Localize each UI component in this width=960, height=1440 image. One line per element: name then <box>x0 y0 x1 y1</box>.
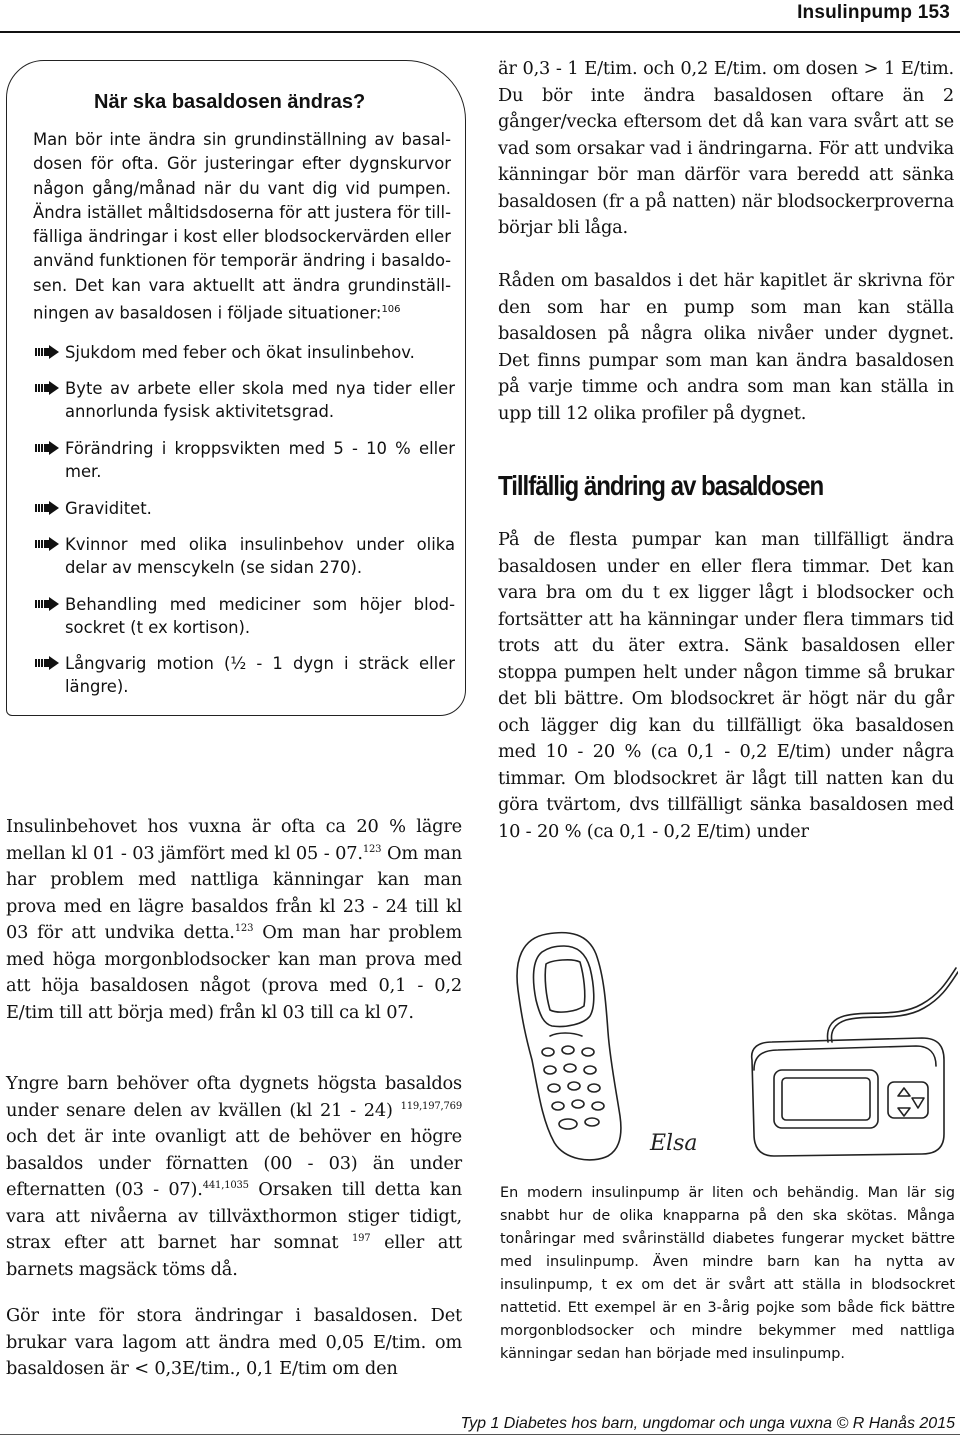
bullet-text: Byte av arbete eller skola med nya tider eller annorlunda fysisk aktivitetsgrad. <box>65 379 455 421</box>
running-header-title: Insulinpump 153 <box>797 2 950 23</box>
arrow-bullet-icon <box>35 381 59 395</box>
box-bullet <box>35 437 455 483</box>
reference-superscript: 123 <box>362 843 382 855</box>
left-paragraph-3: Gör inte för stora ändringar i basaldosen. Det brukar vara lagom att ändra med 0,05 E/tim. om basaldosen är < 0,3E/tim., 0,1 E/tim om den <box>6 1305 462 1379</box>
right-paragraph-3: På de flesta pumpar kan man tillfälligt ändra basaldosen under en eller flera timmar. Det kan vara bra om du t ex ligger lågt i blodsocker och fortsätter att ha känningar under flera timmars tid trots att du äter extra. Sänk basaldosen eller stoppa pumpen helt under någon timme så brukar det bli bättre. Om blodsockret är högt när du går och lägger dig kan du tillfälligt öka basaldosen med 10 - 20 % (ca 0,1 - 0,2 E/tim) under några timmar. Om blodsockret är lågt till natten kan du göra tvärtom, dvs tillfälligt sänka basaldosen med 10 - 20 % (ca 0,1 - 0,2 E/tim) under <box>498 529 954 842</box>
bullet-text: Kvinnor med olika insulinbehov under olika delar av menscykeln (se sidan 270). <box>65 535 455 577</box>
bullet-text: Långvarig motion (½ - 1 dygn i sträck eller längre). <box>65 654 455 696</box>
text-run: eller att barnets magsäck töms då. <box>6 1232 462 1280</box>
page-footer: Typ 1 Diabetes hos barn, ungdomar och unga vuxna © R Hanås 2015 <box>460 1415 955 1432</box>
left-paragraph-2 <box>6 1071 462 1283</box>
arrow-bullet-icon <box>35 501 59 515</box>
arrow-bullet-icon <box>35 597 59 611</box>
reference-superscript: 441,1035 <box>202 1180 249 1191</box>
box-bullet <box>35 497 455 520</box>
box-intro-ref: 106 <box>381 304 401 316</box>
phone-and-insulin-pump-drawing <box>492 920 958 1168</box>
right-paragraph-2: Råden om basaldos i det här kapitlet är skrivna för den som har en pump som man kan ställa basaldosen på några olika nivåer under dygnet. Det finns pumpar som man kan ändra basaldosen på varje timme och andra som man kan ställa in upp till 12 olika profiler på dygnet. <box>498 270 954 424</box>
text-run: Om man har problem med nattliga känningar kan man prova med en lägre basaldos från kl 23 - 24 till kl 03 för att undvika detta. <box>6 842 462 943</box>
box-intro-text: Man bör inte ändra sin grundinställning av basaldosen för ofta. Gör justeringar efter dygnskurvor någon gång/månad när du vant dig vid pumpen. Ändra istället måltidsdoserna för att justera för tillfälliga ändringar i kost eller blodsockervärden eller använd funktionen för temporär ändring i basaldosen. Det kan vara aktuellt att ändra grundinställningen av basaldosen i följade situationer: <box>33 130 451 323</box>
arrow-bullet-icon <box>35 345 59 359</box>
box-bullet <box>35 341 455 364</box>
box-bullet <box>35 377 455 423</box>
text-run: Om man har problem med höga morgonblodsocker kan man prova med att höja basaldosen något (prova med 0,1 - 0,2 E/tim till att börja med) från kl 03 till ca kl 07. <box>6 922 462 1023</box>
arrow-bullet-icon <box>35 441 59 455</box>
page-header <box>0 0 960 30</box>
box-intro <box>33 128 451 326</box>
reference-superscript: 123 <box>234 923 254 934</box>
insulin-pump-icon <box>752 968 958 1156</box>
bullet-text: Behandling med mediciner som höjer blodsockret (t ex kortison). <box>65 595 455 637</box>
bullet-text: Sjukdom med feber och ökat insulinbehov. <box>65 343 415 362</box>
bullet-text: Graviditet. <box>65 499 152 518</box>
header-rule <box>0 31 960 33</box>
mobile-phone-icon <box>517 933 621 1160</box>
reference-superscript: 197 <box>351 1233 371 1244</box>
section-heading: Tillfällig ändring av basaldosen <box>498 470 824 501</box>
text-run: Yngre barn behöver ofta dygnets högsta basaldos under senare delen av kvällen (kl 21 - 24) <box>6 1073 462 1121</box>
footer-rule <box>0 1434 960 1435</box>
bullet-text: Förändring i kroppsvikten med 5 - 10 % eller mer. <box>65 439 455 481</box>
illustration-label: Elsa <box>650 1131 698 1156</box>
box-bullet <box>35 593 455 639</box>
text-run: och det är inte ovanligt att de behöver en högre basaldos under förnatten (00 - 03) än under efternatten (03 - 07). <box>6 1126 462 1200</box>
right-paragraph-1: är 0,3 - 1 E/tim. och 0,2 E/tim. om dosen > 1 E/tim. Du bör inte ändra basaldosen oftare än 2 gånger/vecka eftersom det då kan vara svårt att se vad som orsakar vad i ändringarna. För att undvika känningar bör man därför vara beredd att sänka basaldosen (fr a på natten) när blodsockerproverna börjar bli låga. <box>498 58 954 238</box>
left-paragraph-1 <box>6 814 462 1026</box>
arrow-bullet-icon <box>35 537 59 551</box>
text-run: Insulinbehovet hos vuxna är ofta ca 20 % lägre mellan kl 01 - 03 jämfört med kl 05 - 07. <box>6 816 462 864</box>
box-bullet <box>35 652 455 698</box>
text-run: Orsaken till detta kan vara att nivåerna av tillväxthormon stiger tidigt, strax efter att barnet har somnat <box>6 1179 462 1253</box>
box-title: När ska basaldosen ändras? <box>94 91 366 113</box>
reference-superscript: 119,197,769 <box>400 1100 462 1112</box>
figure-caption: En modern insulinpump är liten och behändig. Man lär sig snabbt hur de olika knapparna på den ska skötas. Många tonåringar med svårinställd diabetes fungerar mycket bättre med insulinpump. Även mindre barn kan ha nytta av insulinpump, t ex om det är svårt att ställa in blodsockret nattetid. Ett exempel är en 3-årig pojke som både fick bättre morgonblodsocker och mindre bekymmer med nattliga känningar sedan han började med insulinpump. <box>500 1185 955 1362</box>
arrow-bullet-icon <box>35 656 59 670</box>
box-bullet <box>35 533 455 579</box>
